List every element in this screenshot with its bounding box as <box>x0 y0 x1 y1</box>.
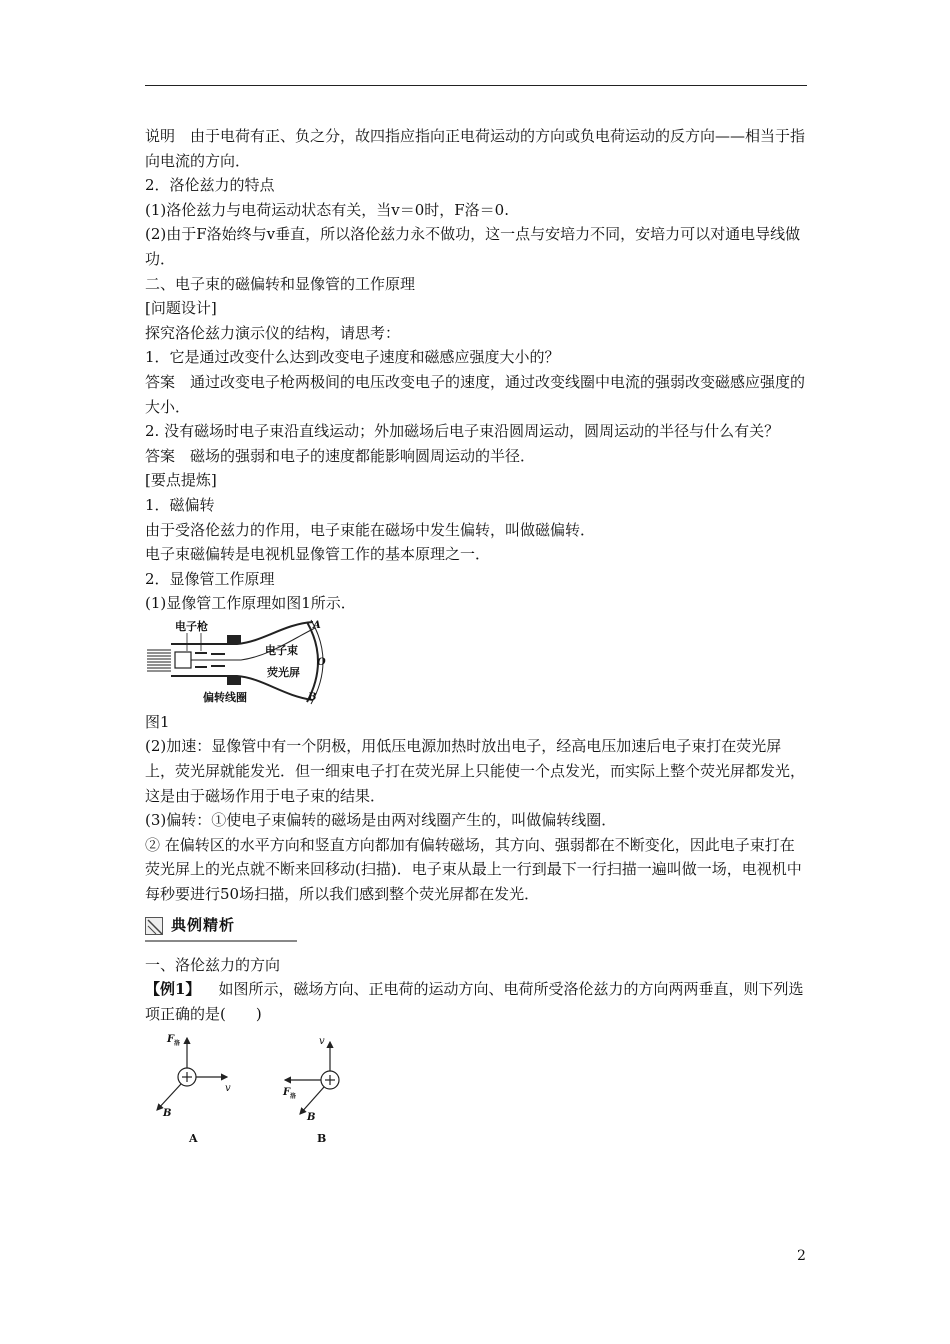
option-b-f-label: F <box>283 1087 291 1099</box>
options-diagram <box>145 1030 385 1152</box>
subheading-lorentz-features: 2．洛伦兹力的特点 <box>145 176 275 195</box>
option-a-f-label: F <box>167 1034 175 1046</box>
feature-2: (2)由于F洛始终与v垂直，所以洛伦兹力永不做功，这一点与安培力不同，安培力可以对通电导线做功． <box>145 225 801 268</box>
section-banner <box>145 911 807 945</box>
note-paragraph: 说明 由于电荷有正、负之分，故四指应指向正电荷运动的方向或负电荷运动的反方向——相当于指向电流的方向． <box>145 127 806 170</box>
section-banner-icon <box>145 917 163 935</box>
fig1-label-b: B <box>308 691 317 703</box>
section-banner-underline <box>145 940 297 942</box>
deflection-coils-text: (3)偏转：①使电子束偏转的磁场是由两对线圈产生的，叫做偏转线圈． <box>145 811 617 830</box>
option-a-b-label: B <box>163 1108 172 1120</box>
feature-1: (1)洛伦兹力与电荷运动状态有关，当v＝0时，F洛＝0. <box>145 200 509 219</box>
answer-1: 答案 通过改变电子枪两极间的电压改变电子的速度，通过改变线圈中电流的强弱改变磁感应强度的大小． <box>145 372 806 416</box>
deflection-text-2: 电子束磁偏转是电视机显像管工作的基本原理之一． <box>145 545 491 564</box>
option-a-f-subscript: 洛 <box>174 1040 181 1048</box>
problem-design-label: [问题设计] <box>145 299 217 318</box>
fig1-label-coil: 偏转线圈 <box>203 690 247 704</box>
crt-figure-ref: (1)显像管工作原理如图1所示． <box>145 594 356 613</box>
section-banner-title: 典例精析 <box>171 915 236 934</box>
explore-intro: 探究洛伦兹力演示仪的结构，请思考： <box>145 323 401 342</box>
acceleration-text: (2)加速：显像管中有一个阴极，用低压电源加热时放出电子，经高电压加速后电子束打在荧光屏上，荧光屏就能发光．但一细束电子打在荧光屏上只能使一个点发光，而实际上整个荧光屏都发光，这是由于磁场作用于电子束的结果． <box>145 737 806 805</box>
lorentz-direction-heading: 一、洛伦兹力的方向 <box>145 955 281 974</box>
answer-2: 答案 磁场的强弱和电子的速度都能影响圆周运动的半径． <box>145 446 536 465</box>
fig1-caption: 图1 <box>145 712 170 731</box>
deflection-text-1: 由于受洛伦兹力的作用，电子束能在磁场中发生偏转，叫做磁偏转． <box>145 520 596 539</box>
magnetic-deflection-heading: 1．磁偏转 <box>145 495 215 514</box>
option-a-diagram <box>157 1034 231 1145</box>
option-b-diagram <box>282 1036 339 1145</box>
page-number: 2 <box>797 1248 806 1264</box>
option-a-v-label: v <box>225 1083 231 1095</box>
option-b-v-label: v <box>319 1036 325 1048</box>
example-1 <box>145 977 807 1026</box>
option-a-letter: A <box>189 1132 198 1146</box>
question-1: 1．它是通过改变什么达到改变电子速度和磁感应强度大小的？ <box>145 348 560 367</box>
fig1-label-beam: 电子束 <box>265 643 298 657</box>
fig1-label-o: O <box>317 656 326 668</box>
fig1-label-screen: 荧光屏 <box>267 665 300 679</box>
example-1-label: 【例1】 <box>145 980 201 999</box>
option-b-letter: B <box>317 1132 327 1146</box>
crt-principle-heading: 2．显像管工作原理 <box>145 569 275 588</box>
option-b-f-subscript: 洛 <box>290 1093 297 1101</box>
scanning-text: ② 在偏转区的水平方向和竖直方向都加有偏转磁场，其方向、强弱都在不断变化，因此电子束打在荧光屏上的光点就不断来回移动(扫描)．电子束从最上一行到最下一行扫描一遍叫做一场，电视机中每秒要进行50场扫描，所以我们感到整个荧光屏都在发光． <box>145 835 802 904</box>
example-1-text: 如图所示，磁场方向、正电荷的运动方向、电荷所受洛伦兹力的方向两两垂直，则下列选项正确的是( ) <box>145 980 804 1023</box>
header-rule <box>145 85 807 86</box>
option-b-b-label: B <box>307 1112 316 1124</box>
fig1-label-gun: 电子枪 <box>175 619 208 633</box>
section-2-heading: 二、电子束的磁偏转和显像管的工作原理 <box>145 274 416 293</box>
question-2: 2. 没有磁场时电子束沿直线运动；外加磁场后电子束沿圆周运动，圆周运动的半径与什么有关？ <box>145 422 780 441</box>
page-content <box>145 124 807 1152</box>
fig1-label-a: A <box>313 619 321 631</box>
key-points-label: [要点提炼] <box>145 471 217 490</box>
crt-diagram <box>145 618 335 710</box>
